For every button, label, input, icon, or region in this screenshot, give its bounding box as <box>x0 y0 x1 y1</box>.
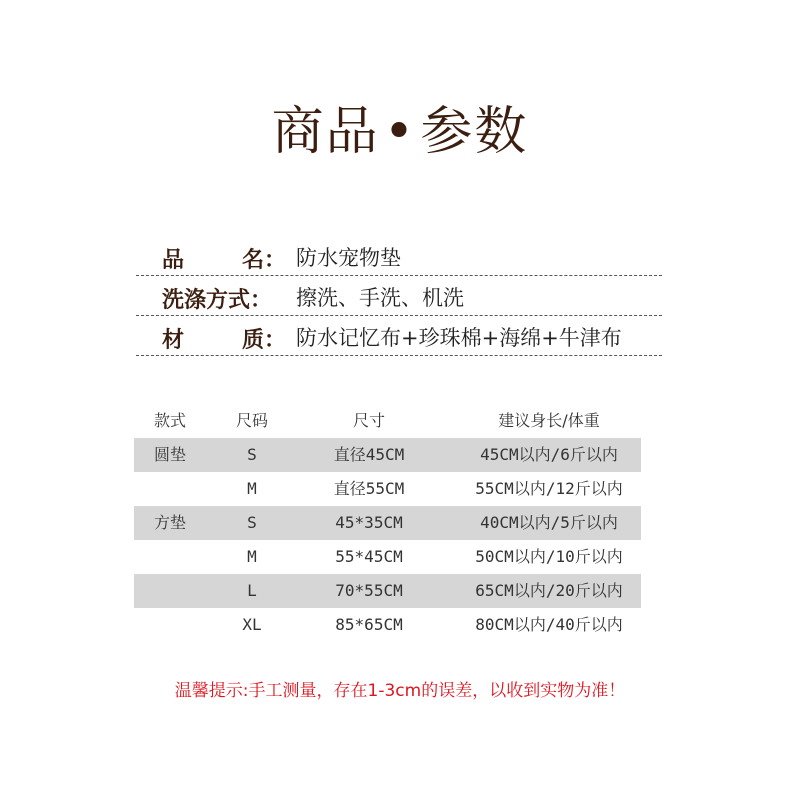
cell-size: 70*55CM <box>335 581 403 600</box>
spec-label <box>136 323 296 353</box>
cell-suggestion: 80CM以内/40斤以内 <box>475 615 623 634</box>
table-row <box>134 438 641 472</box>
table-row <box>134 472 641 506</box>
title-left: 商品 <box>271 102 380 162</box>
page-title <box>0 100 800 164</box>
spec-label-char: 品 <box>162 248 185 273</box>
size-table <box>134 404 641 642</box>
spec-label-char: 材 <box>162 328 185 353</box>
spec-label-char: 名： <box>242 248 287 273</box>
spec-row-wash <box>136 276 662 316</box>
spec-value: 擦洗、手洗、机洗 <box>296 286 464 310</box>
header-suggestion: 建议身长/体重 <box>498 411 600 430</box>
cell-suggestion: 45CM以内/6斤以内 <box>480 445 618 464</box>
cell-code: M <box>247 547 257 566</box>
cell-code: S <box>247 513 257 532</box>
cell-code: XL <box>242 615 262 634</box>
header-size: 尺寸 <box>352 411 385 430</box>
cell-suggestion: 50CM以内/10斤以内 <box>475 547 623 566</box>
cell-suggestion: 55CM以内/12斤以内 <box>475 479 623 498</box>
table-row <box>134 506 641 540</box>
cell-size: 55*45CM <box>335 547 403 566</box>
spec-row-name <box>136 236 662 276</box>
spec-list <box>136 236 662 356</box>
header-code: 尺码 <box>235 411 268 430</box>
cell-code: S <box>247 445 257 464</box>
title-dot: • <box>383 102 417 162</box>
cell-style: 方垫 <box>153 513 186 532</box>
table-row <box>134 540 641 574</box>
spec-value: 防水宠物垫 <box>296 246 401 270</box>
cell-suggestion: 65CM以内/20斤以内 <box>475 581 623 600</box>
table-header-row <box>134 404 641 438</box>
measurement-tip: 温馨提示:手工测量，存在1-3cm的误差，以收到实物为准！ <box>174 681 626 701</box>
cell-size: 45*35CM <box>335 513 403 532</box>
spec-label-char: 质： <box>242 328 287 353</box>
cell-size: 85*65CM <box>335 615 403 634</box>
spec-label-text: 洗涤方式： <box>162 288 273 313</box>
spec-label <box>136 283 296 313</box>
header-style: 款式 <box>153 411 186 430</box>
table-row <box>134 574 641 608</box>
cell-size: 直径45CM <box>333 445 405 464</box>
spec-label <box>136 243 296 273</box>
cell-suggestion: 40CM以内/5斤以内 <box>480 513 618 532</box>
cell-code: M <box>247 479 257 498</box>
spec-value: 防水记忆布+珍珠棉+海绵+牛津布 <box>296 326 622 350</box>
title-right: 参数 <box>420 102 529 162</box>
cell-size: 直径55CM <box>333 479 405 498</box>
spec-row-material <box>136 316 662 356</box>
cell-code: L <box>247 581 257 600</box>
cell-style: 圆垫 <box>153 445 186 464</box>
table-row <box>134 608 641 642</box>
